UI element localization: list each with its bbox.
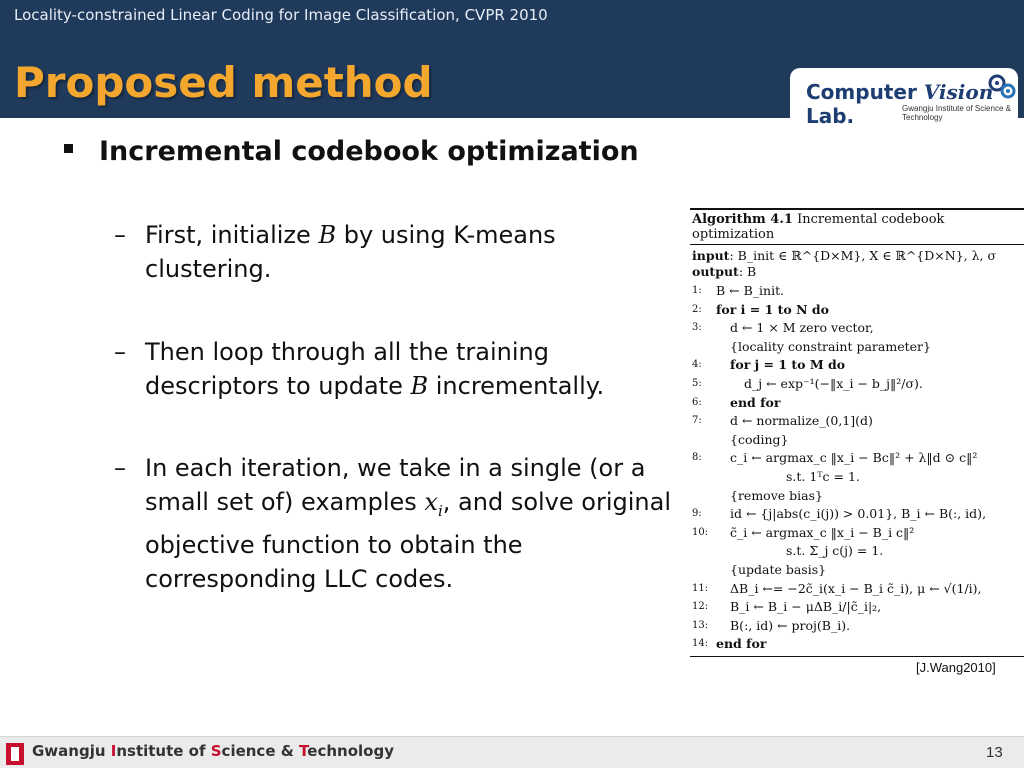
algorithm-line-text: B_i ← B_i − μΔB_i/|c̃_i|₂,: [730, 599, 882, 615]
gear-logo-icon: [986, 72, 1018, 102]
algorithm-line: [690, 282, 1024, 301]
algorithm-line-number: 3:: [692, 322, 702, 334]
algorithm-line: [690, 449, 1024, 468]
algorithm-line: [690, 505, 1024, 524]
algorithm-line-number: 11:: [692, 582, 709, 594]
algorithm-line-number: 10:: [692, 526, 709, 538]
algorithm-line: [690, 468, 1024, 487]
algorithm-line: [690, 394, 1024, 413]
lab-logo: [790, 68, 1018, 128]
sub-bullet-1: – First, initialize B by using K-means clustering.: [114, 218, 674, 286]
algorithm-line: [690, 319, 1024, 338]
algorithm-line-text: for i = 1 to N do: [716, 301, 829, 317]
algorithm-line-text: {remove bias}: [730, 487, 823, 503]
reference-citation: [J.Wang2010]: [916, 660, 996, 675]
dash-bullet: –: [114, 338, 126, 366]
main-bullet: Incremental codebook optimization: [64, 136, 639, 167]
algorithm-lines: [690, 280, 1024, 657]
algorithm-line-number: 12:: [692, 601, 709, 613]
algorithm-line-text: ΔB_i ←= −2c̃_i(x_i − B_i c̃_i), μ ← √(1/i),: [730, 580, 982, 596]
sub-bullet-3: – In each iteration, we take in a single (or a small set of) examples $x_i$, and solve original objective function to obtain the corresponding LLC codes.: [114, 451, 674, 596]
algorithm-line-number: 6:: [692, 396, 702, 408]
algorithm-line: [690, 542, 1024, 561]
algorithm-output: output: B: [692, 264, 757, 279]
algorithm-line-number: 5:: [692, 377, 702, 389]
algorithm-line: [690, 487, 1024, 506]
algorithm-line-number: 9:: [692, 508, 702, 520]
slide-header: [0, 0, 1024, 128]
algorithm-line-number: 1:: [692, 285, 702, 296]
algorithm-line-number: 7:: [692, 415, 702, 427]
lab-logo-text: Computer Vision Lab.: [806, 80, 994, 128]
slide-footer: [0, 736, 1024, 768]
algorithm-line: [690, 598, 1024, 617]
algorithm-line: [690, 301, 1024, 320]
algorithm-line-text: s.t. Σ_j c(j) = 1.: [786, 543, 884, 559]
institute-name: Gwangju Institute of Science & Technology: [32, 742, 394, 760]
dash-bullet: –: [114, 454, 126, 482]
algorithm-line-number: 4:: [692, 359, 702, 371]
algorithm-line-number: 8:: [692, 452, 702, 464]
gist-logo-icon: [6, 743, 24, 765]
page-number: 13: [986, 744, 1003, 761]
algorithm-line: [690, 617, 1024, 636]
algorithm-line: [690, 412, 1024, 431]
dash-bullet: –: [114, 221, 126, 249]
algorithm-line-text: c_i ← argmax_c ‖x_i − Bc‖² + λ‖d ⊙ c‖²: [730, 450, 978, 466]
algorithm-line-number: 2:: [692, 303, 702, 315]
algorithm-line: [690, 431, 1024, 450]
algorithm-input: input: B_init ∈ ℝ^{D×M}, X ∈ ℝ^{D×N}, λ, σ: [692, 248, 996, 263]
algorithm-line-text: {coding}: [730, 431, 789, 447]
slide-title: Proposed method: [14, 58, 433, 107]
sub-bullet-2: – Then loop through all the training descriptors to update B incrementally.: [114, 335, 674, 403]
algorithm-line-text: {locality constraint parameter}: [730, 338, 931, 354]
algorithm-caption: Algorithm 4.1 Incremental codebook optimization: [690, 210, 1024, 245]
algorithm-line-text: s.t. 1ᵀc = 1.: [786, 468, 860, 484]
algorithm-line-text: end for: [730, 394, 781, 410]
algorithm-line: [690, 635, 1024, 654]
algorithm-line-text: B ← B_init.: [716, 283, 785, 298]
algorithm-line-text: d ← normalize_(0,1](d): [730, 413, 873, 429]
algorithm-line-number: 14:: [692, 638, 709, 650]
algorithm-line-text: end for: [716, 636, 767, 652]
algorithm-line: [690, 356, 1024, 375]
algorithm-io: [690, 245, 1024, 280]
algorithm-line-text: id ← {j|abs(c_i(j)) > 0.01}, B_i ← B(:, id),: [730, 506, 987, 522]
algorithm-line-text: c̃_i ← argmax_c ‖x_i − B_i c‖²: [730, 524, 915, 540]
algorithm-line: [690, 338, 1024, 357]
algorithm-line-number: 13:: [692, 619, 709, 631]
algorithm-box: [690, 208, 1024, 657]
algorithm-line: [690, 524, 1024, 543]
algorithm-line-text: d ← 1 × M zero vector,: [730, 320, 874, 336]
algorithm-line-text: for j = 1 to M do: [730, 357, 846, 373]
slide-subtitle: Locality-constrained Linear Coding for Image Classification, CVPR 2010: [14, 6, 548, 24]
algorithm-line: [690, 375, 1024, 394]
lab-logo-subtext: Gwangju Institute of Science & Technology: [902, 104, 1011, 122]
algorithm-line-text: {update basis}: [730, 561, 827, 577]
algorithm-line-text: B(:, id) ← proj(B_i).: [730, 617, 851, 633]
algorithm-line: [690, 580, 1024, 599]
algorithm-line: [690, 561, 1024, 580]
square-bullet-icon: [64, 144, 73, 153]
algorithm-line-text: d_j ← exp⁻¹(−‖x_i − b_j‖²/σ).: [744, 375, 923, 391]
